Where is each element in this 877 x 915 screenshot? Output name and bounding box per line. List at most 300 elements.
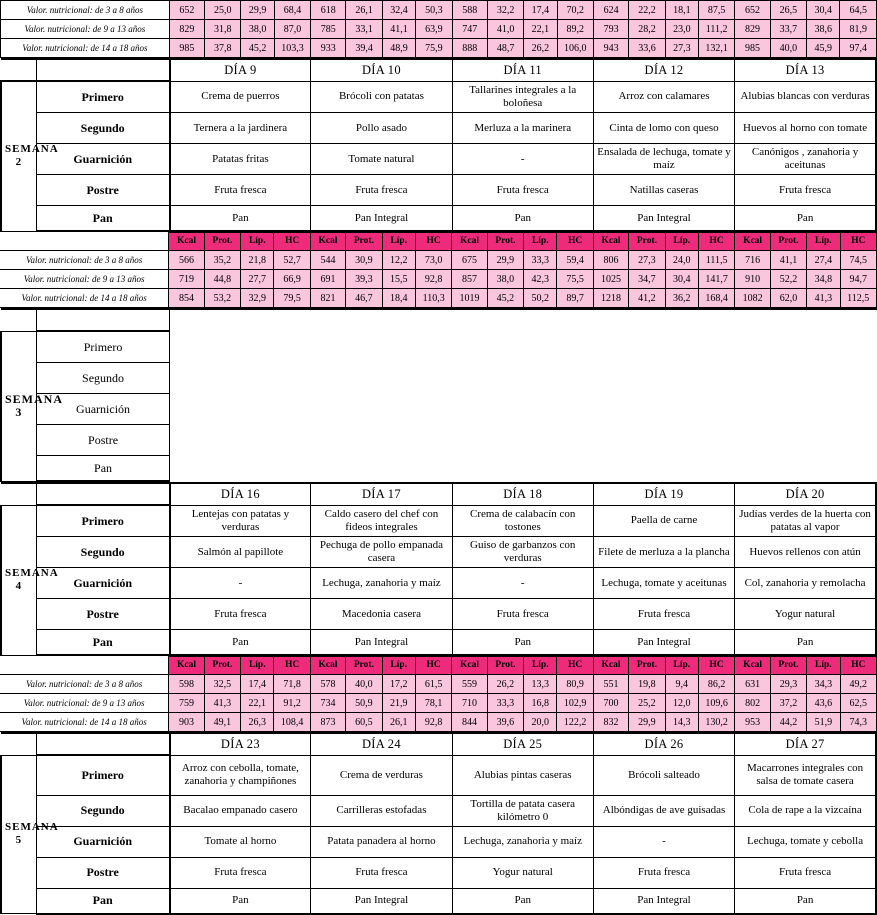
table-row [0,289,877,308]
day-label: DÍA 9 [170,59,311,81]
spacer-cell [36,59,169,81]
nutrition-value: 33,1 [346,20,382,39]
nutrition-value: 25,0 [205,1,241,20]
menu-cell: Lechuga, zanahoria y maíz [452,826,593,857]
nutrition-col-header: Kcal [169,233,204,251]
nutrition-row-label: Valor. nutricional: de 9 a 13 años [1,20,170,39]
menu-cell: Tallarines integrales a la boloñesa [452,81,593,113]
nutrition-value: 903 [169,713,204,732]
table-row [1,144,876,175]
nutrition-value: 888 [452,39,487,58]
nutrition-value: 38,0 [487,270,523,289]
day-label [594,309,735,331]
day-header-row [1,309,877,331]
menu-cell: Patata panadera al horno [311,826,452,857]
nutrition-value: 52,2 [770,270,806,289]
nutrition-value: 64,5 [840,1,877,20]
nutrition-value: 110,3 [415,289,451,308]
menu-cell: Fruta fresca [593,857,734,888]
table-row [0,270,877,289]
menu-cell: Macedonia casera [311,599,452,630]
nutrition-value: 832 [593,713,628,732]
nutrition-col-header: Líp. [382,233,415,251]
day-label: DÍA 19 [593,483,734,505]
meal-row-label: Primero [36,331,169,363]
nutrition-value: 79,5 [274,289,310,308]
nutrition-value: 19,8 [629,675,665,694]
spacer-cell [36,309,169,331]
nutrition-value: 109,6 [698,694,734,713]
menu-cell: Pan [735,630,876,656]
week-label: SEMANA 4 [1,505,36,655]
menu-cell: Pan [170,630,311,656]
nutrition-col-header: HC [415,233,451,251]
nutrition-value: 41,1 [770,251,806,270]
day-label: DÍA 20 [735,483,876,505]
week-table-4 [0,732,877,915]
nutrition-value: 43,6 [807,694,840,713]
nutrition-value: 618 [311,1,346,20]
nutrition-row-label: Valor. nutricional: de 14 a 18 años [0,289,169,308]
nutrition-value: 32,4 [382,1,415,20]
menu-cell: Huevos al horno con tomate [735,113,876,144]
menu-cell: Crema de verduras [311,755,452,795]
menu-cell: Cola de rape a la vizcaína [735,795,876,826]
menu-cell: - [170,568,311,599]
nutrition-value: 71,8 [274,675,310,694]
menu-cell: Fruta fresca [593,599,734,630]
nutrition-col-header: Prot. [204,233,240,251]
nutrition-value: 78,1 [415,694,451,713]
table-row [1,39,877,58]
meal-row-label: Pan [36,630,169,656]
menu-cell: Fruta fresca [170,599,311,630]
table-row [1,331,877,363]
nutrition-value: 50,2 [524,289,557,308]
meal-row-label: Primero [36,505,169,537]
nutrition-value: 27,4 [807,251,840,270]
table-row [1,81,876,113]
menu-cell: Natillas caseras [593,175,734,206]
week-table-3 [0,482,877,656]
nutrition-value: 943 [593,39,628,58]
nutrition-value: 691 [310,270,345,289]
nutrition-value: 75,9 [416,39,452,58]
nutrition-value: 631 [735,675,770,694]
nutrition-value: 40,0 [770,39,806,58]
menu-cell: Tortilla de patata casera kilómetro 0 [452,795,593,826]
menu-cell: Fruta fresca [311,857,452,888]
nutrition-value: 30,4 [807,1,840,20]
nutrition-col-header: Prot. [629,233,665,251]
nutrition-col-header: Prot. [629,657,665,675]
top-nutrition-table [0,0,877,58]
nutrition-value: 39,3 [346,270,382,289]
nutrition-value: 49,1 [204,713,240,732]
nutrition-value: 15,5 [382,270,415,289]
nutrition-value: 23,0 [665,20,698,39]
nutrition-value: 31,8 [205,20,241,39]
nutrition-col-header: Kcal [593,233,628,251]
nutrition-value: 39,6 [487,713,523,732]
nutrition-value: 785 [311,20,346,39]
day-label [311,309,452,331]
day-header-row [1,733,876,755]
spacer-cell [0,657,169,675]
nutrition-col-header: Prot. [770,233,806,251]
nutrition-value: 87,5 [698,1,734,20]
table-row [1,394,877,425]
menu-cell: Pechuga de pollo empanada casera [311,537,452,568]
menu-cell: Yogur natural [452,857,593,888]
nutrition-value: 141,7 [698,270,734,289]
menu-cell [170,456,877,482]
nutrition-value: 24,0 [665,251,698,270]
nutrition-value: 544 [310,251,345,270]
menu-cell: Crema de calabacín con tostones [452,505,593,537]
week3-nutrition-table [0,656,877,732]
menu-cell: Pan [170,206,311,232]
table-row [0,251,877,270]
nutrition-col-header: Kcal [310,657,345,675]
nutrition-col-header: HC [274,233,310,251]
nutrition-value: 70,2 [557,1,593,20]
spacer-cell [1,733,36,755]
week-label: SEMANA 2 [1,81,36,231]
day-label [170,309,311,331]
nutrition-value: 857 [452,270,487,289]
nutrition-value: 35,2 [204,251,240,270]
nutrition-value: 46,7 [346,289,382,308]
nutrition-value: 21,8 [241,251,274,270]
nutrition-value: 18,1 [665,1,698,20]
table-row [1,537,876,568]
nutrition-value: 1019 [452,289,487,308]
nutrition-col-header: Kcal [169,657,204,675]
nutrition-header-row [0,233,877,251]
meal-row-label: Postre [36,857,169,888]
nutrition-col-header: Líp. [807,657,840,675]
week-table-1 [0,58,877,232]
week-label: SEMANA 5 [1,755,36,914]
menu-cell: - [452,144,593,175]
nutrition-row-label: Valor. nutricional: de 3 a 8 años [1,1,170,20]
meal-row-label: Segundo [36,363,169,394]
meal-row-label: Segundo [36,113,169,144]
spacer-cell [0,233,169,251]
nutrition-col-header: Kcal [310,233,345,251]
nutrition-value: 25,2 [629,694,665,713]
nutrition-value: 41,3 [204,694,240,713]
nutrition-header-row [0,657,877,675]
nutrition-col-header: Prot. [487,233,523,251]
table-row [1,1,877,20]
nutrition-value: 38,0 [241,20,274,39]
week-label: SEMANA 3 [1,331,36,481]
table-row [1,795,876,826]
nutrition-value: 551 [593,675,628,694]
nutrition-value: 87,0 [274,20,310,39]
nutrition-col-header: HC [557,657,593,675]
menu-cell: Fruta fresca [311,175,452,206]
nutrition-value: 37,2 [770,694,806,713]
nutrition-value: 92,8 [415,713,451,732]
nutrition-col-header: HC [840,657,877,675]
nutrition-row-label: Valor. nutricional: de 3 a 8 años [0,675,169,694]
nutrition-value: 17,4 [241,675,274,694]
nutrition-value: 45,2 [241,39,274,58]
spacer-cell [1,483,36,505]
nutrition-value: 111,5 [698,251,734,270]
menu-cell: Lechuga, tomate y cebolla [735,826,876,857]
table-row [0,713,877,732]
nutrition-value: 38,6 [807,20,840,39]
nutrition-value: 36,2 [665,289,698,308]
meal-row-label: Postre [36,425,169,456]
menu-cell: Filete de merluza a la plancha [593,537,734,568]
menu-cell: Pan [735,888,876,914]
table-row [1,425,877,456]
meal-row-label: Primero [36,81,169,113]
menu-cell: Fruta fresca [735,857,876,888]
menu-cell: Arroz con cebolla, tomate, zanahoria y champiñones [170,755,311,795]
nutrition-value: 39,4 [346,39,382,58]
spacer-cell [36,733,169,755]
nutrition-col-header: Líp. [241,657,274,675]
nutrition-value: 652 [169,1,204,20]
nutrition-value: 41,2 [629,289,665,308]
nutrition-value: 94,7 [840,270,877,289]
nutrition-row-label: Valor. nutricional: de 3 a 8 años [0,251,169,270]
meal-row-label: Pan [36,206,169,232]
day-label: DÍA 26 [593,733,734,755]
nutrition-row-label: Valor. nutricional: de 14 a 18 años [0,713,169,732]
meal-row-label: Guarnición [36,144,169,175]
menu-cell: Patatas fritas [170,144,311,175]
nutrition-value: 566 [169,251,204,270]
nutrition-col-header: Prot. [346,657,382,675]
nutrition-value: 108,4 [274,713,310,732]
nutrition-value: 49,2 [840,675,877,694]
nutrition-value: 9,4 [665,675,698,694]
nutrition-value: 18,4 [382,289,415,308]
meal-row-label: Postre [36,175,169,206]
nutrition-value: 802 [735,694,770,713]
nutrition-value: 103,3 [274,39,310,58]
nutrition-value: 168,4 [698,289,734,308]
nutrition-value: 33,3 [487,694,523,713]
table-row [1,20,877,39]
nutrition-value: 759 [169,694,204,713]
nutrition-col-header: Líp. [241,233,274,251]
nutrition-col-header: Líp. [524,233,557,251]
nutrition-value: 80,9 [557,675,593,694]
menu-cell: Merluza a la marinera [452,113,593,144]
nutrition-value: 68,4 [274,1,310,20]
menu-cell: Fruta fresca [452,599,593,630]
nutrition-col-header: Kcal [735,233,770,251]
table-row [1,857,876,888]
meal-row-label: Postre [36,599,169,630]
nutrition-value: 45,2 [487,289,523,308]
nutrition-value: 61,5 [415,675,451,694]
menu-cell: Guiso de garbanzos con verduras [452,537,593,568]
day-label: DÍA 12 [593,59,734,81]
menu-cell: Lechuga, zanahoria y maíz [311,568,452,599]
nutrition-col-header: HC [698,233,734,251]
nutrition-value: 806 [593,251,628,270]
nutrition-value: 873 [310,713,345,732]
nutrition-value: 16,8 [524,694,557,713]
nutrition-value: 40,0 [346,675,382,694]
nutrition-value: 41,3 [807,289,840,308]
nutrition-value: 821 [310,289,345,308]
nutrition-value: 44,8 [204,270,240,289]
menu-cell: Arroz con calamares [593,81,734,113]
nutrition-value: 27,3 [665,39,698,58]
menu-cell: Col, zanahoria y remolacha [735,568,876,599]
nutrition-col-header: Líp. [382,657,415,675]
menu-cell: Cinta de lomo con queso [593,113,734,144]
nutrition-value: 27,7 [241,270,274,289]
nutrition-col-header: Líp. [665,233,698,251]
nutrition-value: 734 [310,694,345,713]
meal-row-label: Segundo [36,537,169,568]
nutrition-value: 21,9 [382,694,415,713]
nutrition-value: 50,9 [346,694,382,713]
nutrition-value: 89,2 [557,20,593,39]
menu-cell [170,394,877,425]
day-label [736,309,877,331]
nutrition-row-label: Valor. nutricional: de 9 a 13 años [0,270,169,289]
day-label: DÍA 10 [311,59,452,81]
week1-nutrition-table [0,232,877,308]
nutrition-col-header: HC [698,657,734,675]
menu-cell: Lechuga, tomate y aceitunas [593,568,734,599]
menu-cell: Ternera a la jardinera [170,113,311,144]
nutrition-value: 1025 [593,270,628,289]
menu-cell: Ensalada de lechuga, tomate y maíz [593,144,734,175]
nutrition-value: 89,7 [557,289,593,308]
menu-cell: Paella de carne [593,505,734,537]
table-row [1,363,877,394]
nutrition-col-header: Prot. [487,657,523,675]
nutrition-value: 132,1 [698,39,734,58]
nutrition-value: 48,7 [487,39,523,58]
nutrition-value: 829 [169,20,204,39]
nutrition-value: 30,4 [665,270,698,289]
menu-cell: Alubias blancas con verduras [735,81,876,113]
menu-cell: Fruta fresca [170,175,311,206]
nutrition-value: 122,2 [557,713,593,732]
nutrition-value: 26,1 [382,713,415,732]
day-label: DÍA 11 [452,59,593,81]
menu-cell: Pollo asado [311,113,452,144]
nutrition-value: 624 [593,1,628,20]
nutrition-value: 62,5 [840,694,877,713]
nutrition-value: 985 [169,39,204,58]
nutrition-col-header: HC [557,233,593,251]
nutrition-value: 62,0 [770,289,806,308]
day-label: DÍA 27 [735,733,876,755]
nutrition-value: 51,9 [807,713,840,732]
nutrition-value: 1082 [735,289,770,308]
menu-cell: Lentejas con patatas y verduras [170,505,311,537]
nutrition-value: 50,3 [416,1,452,20]
nutrition-value: 12,2 [382,251,415,270]
day-header-row [1,483,876,505]
menu-cell [170,363,877,394]
nutrition-value: 1218 [593,289,628,308]
nutrition-value: 559 [452,675,487,694]
nutrition-value: 86,2 [698,675,734,694]
nutrition-value: 66,9 [274,270,310,289]
nutrition-col-header: Kcal [735,657,770,675]
nutrition-col-header: Líp. [665,657,698,675]
menu-cell: - [452,568,593,599]
menu-cell: Salmón al papillote [170,537,311,568]
nutrition-col-header: HC [274,657,310,675]
nutrition-col-header: Kcal [593,657,628,675]
nutrition-value: 26,2 [487,675,523,694]
meal-row-label: Pan [36,456,169,482]
table-row [1,456,877,482]
menu-cell: Carrilleras estofadas [311,795,452,826]
day-label [453,309,594,331]
menu-cell: Judías verdes de la huerta con patatas al vapor [735,505,876,537]
nutrition-value: 26,5 [770,1,806,20]
nutrition-value: 63,9 [416,20,452,39]
nutrition-value: 13,3 [524,675,557,694]
nutrition-value: 652 [735,1,770,20]
menu-cell: Huevos rellenos con atún [735,537,876,568]
nutrition-value: 17,4 [524,1,557,20]
menu-cell: Bacalao empanado casero [170,795,311,826]
day-label: DÍA 23 [170,733,311,755]
menu-cell: Albóndigas de ave guisadas [593,795,734,826]
menu-cell: - [593,826,734,857]
nutrition-col-header: Prot. [346,233,382,251]
nutrition-value: 26,1 [346,1,382,20]
nutrition-value: 33,6 [629,39,665,58]
nutrition-value: 37,8 [205,39,241,58]
spacer-cell [1,59,36,81]
nutrition-col-header: Prot. [204,657,240,675]
nutrition-value: 933 [311,39,346,58]
week-table-2 [0,308,877,482]
menu-cell: Macarrones integrales con salsa de tomate casera [735,755,876,795]
menu-cell: Pan [735,206,876,232]
table-row [1,206,876,232]
menu-cell: Pan Integral [311,630,452,656]
nutrition-value: 985 [735,39,770,58]
nutrition-value: 829 [735,20,770,39]
nutrition-value: 74,3 [840,713,877,732]
table-row [1,505,876,537]
nutrition-row-label: Valor. nutricional: de 9 a 13 años [0,694,169,713]
meal-row-label: Primero [36,755,169,795]
day-label: DÍA 18 [452,483,593,505]
menu-cell: Canónigos , zanahoria y aceitunas [735,144,876,175]
menu-cell: Caldo casero del chef con fideos integrales [311,505,452,537]
nutrition-value: 854 [169,289,204,308]
spacer-cell [36,483,169,505]
nutrition-value: 32,5 [204,675,240,694]
meal-row-label: Pan [36,888,169,914]
menu-cell: Pan Integral [311,206,452,232]
menu-cell: Tomate natural [311,144,452,175]
nutrition-value: 700 [593,694,628,713]
